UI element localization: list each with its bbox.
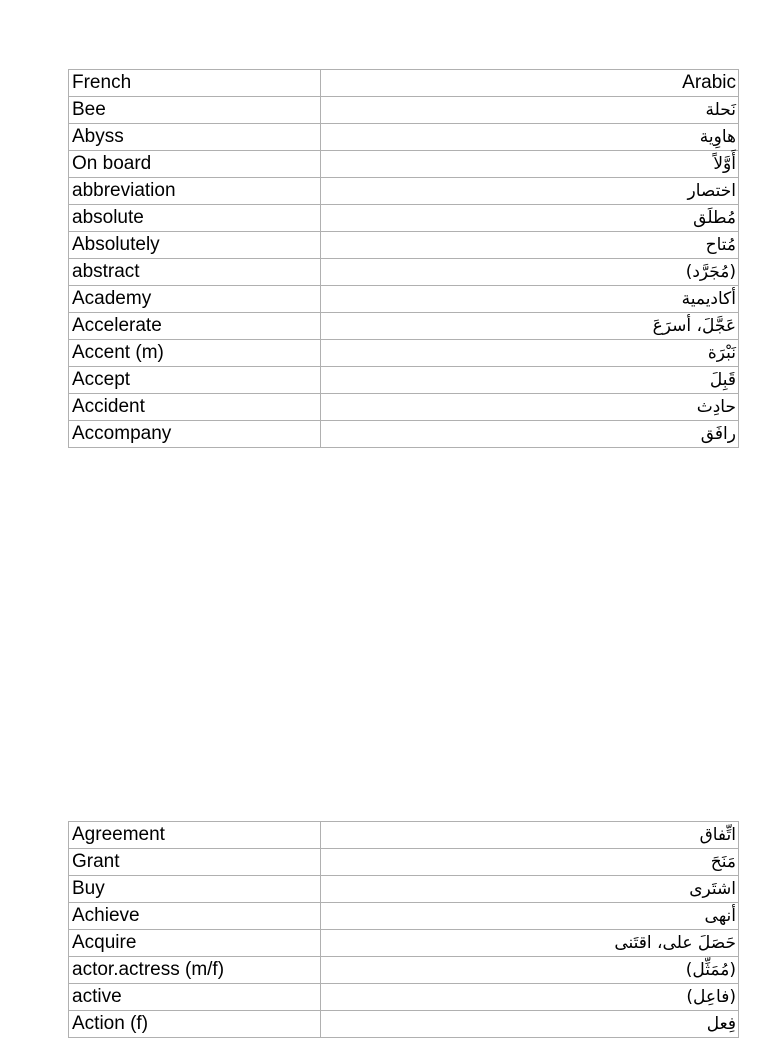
french-cell[interactable]: Abyss xyxy=(69,124,321,151)
table-row xyxy=(69,151,739,178)
arabic-cell[interactable] xyxy=(321,903,739,930)
french-cell[interactable]: Academy xyxy=(69,286,321,313)
table-row xyxy=(69,984,739,1011)
table-row xyxy=(69,822,739,849)
arabic-text: قَبِلَ xyxy=(709,370,736,390)
table-row xyxy=(69,232,739,259)
arabic-text: أكاديمية xyxy=(681,289,736,309)
arabic-text: أنهى xyxy=(704,906,736,926)
french-cell[interactable]: abbreviation xyxy=(69,178,321,205)
header-cell-french[interactable]: French xyxy=(69,70,321,97)
arabic-cell[interactable] xyxy=(321,822,739,849)
french-cell[interactable]: active xyxy=(69,984,321,1011)
table-row xyxy=(69,259,739,286)
french-cell[interactable]: Accident xyxy=(69,394,321,421)
arabic-text: (مُمَثِّل) xyxy=(685,960,736,980)
table-row xyxy=(69,205,739,232)
table-row xyxy=(69,903,739,930)
table-row xyxy=(69,124,739,151)
french-cell[interactable]: Buy xyxy=(69,876,321,903)
table-row xyxy=(69,394,739,421)
arabic-cell[interactable] xyxy=(321,421,739,448)
arabic-text: نَحلة xyxy=(705,100,736,120)
arabic-cell[interactable] xyxy=(321,97,739,124)
french-cell[interactable]: absolute xyxy=(69,205,321,232)
arabic-cell[interactable] xyxy=(321,124,739,151)
french-cell[interactable]: Accompany xyxy=(69,421,321,448)
french-cell[interactable]: abstract xyxy=(69,259,321,286)
arabic-cell[interactable] xyxy=(321,984,739,1011)
vocabulary-table-bottom xyxy=(68,821,739,1038)
french-cell[interactable]: Agreement xyxy=(69,822,321,849)
arabic-cell[interactable] xyxy=(321,313,739,340)
table-body xyxy=(69,822,739,1038)
arabic-text: اختصار xyxy=(687,181,736,201)
header-cell-arabic[interactable]: Arabic xyxy=(321,70,739,97)
french-cell[interactable]: actor.actress (m/f) xyxy=(69,957,321,984)
arabic-cell[interactable] xyxy=(321,259,739,286)
french-cell[interactable]: Accept xyxy=(69,367,321,394)
arabic-cell[interactable] xyxy=(321,849,739,876)
arabic-text: مَنَحَ xyxy=(710,852,736,872)
arabic-cell[interactable] xyxy=(321,205,739,232)
table-row xyxy=(69,367,739,394)
arabic-cell[interactable] xyxy=(321,286,739,313)
arabic-text: أَوَّلاً xyxy=(713,154,736,174)
french-cell[interactable]: Acquire xyxy=(69,930,321,957)
arabic-cell[interactable] xyxy=(321,340,739,367)
arabic-text: نَبْرَة xyxy=(707,343,736,363)
arabic-cell[interactable] xyxy=(321,957,739,984)
arabic-text: حادِث xyxy=(696,397,736,417)
french-cell[interactable]: Bee xyxy=(69,97,321,124)
arabic-text: رافَق xyxy=(700,424,736,444)
table-row xyxy=(69,1011,739,1038)
french-cell[interactable]: Accent (m) xyxy=(69,340,321,367)
table-row xyxy=(69,340,739,367)
arabic-cell[interactable] xyxy=(321,1011,739,1038)
table-header-row xyxy=(69,70,739,97)
french-cell[interactable]: Absolutely xyxy=(69,232,321,259)
arabic-text: (فاعِل) xyxy=(686,987,736,1007)
arabic-cell[interactable] xyxy=(321,151,739,178)
arabic-text: مُطلَق xyxy=(693,208,736,228)
table-row xyxy=(69,849,739,876)
table-body xyxy=(69,70,739,448)
arabic-cell[interactable] xyxy=(321,394,739,421)
vocabulary-table-top xyxy=(68,69,739,448)
french-cell[interactable]: Action (f) xyxy=(69,1011,321,1038)
arabic-cell[interactable] xyxy=(321,178,739,205)
arabic-text: فِعل xyxy=(706,1014,736,1034)
table-row xyxy=(69,313,739,340)
table-row xyxy=(69,930,739,957)
table-row xyxy=(69,876,739,903)
table-row xyxy=(69,421,739,448)
table-row xyxy=(69,178,739,205)
table-row xyxy=(69,286,739,313)
french-cell[interactable]: Achieve xyxy=(69,903,321,930)
arabic-text: اشتَرى xyxy=(689,879,736,899)
arabic-text: مُتاح xyxy=(705,235,736,255)
arabic-text: حَصَلَ على، اقتَنى xyxy=(614,933,736,953)
arabic-cell[interactable] xyxy=(321,876,739,903)
french-cell[interactable]: On board xyxy=(69,151,321,178)
table-row xyxy=(69,957,739,984)
arabic-text: اتِّفاق xyxy=(699,825,736,845)
french-cell[interactable]: Accelerate xyxy=(69,313,321,340)
arabic-text: (مُجَرَّد) xyxy=(685,262,736,282)
french-cell[interactable]: Grant xyxy=(69,849,321,876)
arabic-text: عَجَّلَ، أسرَعَ xyxy=(652,316,736,336)
arabic-cell[interactable] xyxy=(321,930,739,957)
arabic-cell[interactable] xyxy=(321,367,739,394)
arabic-cell[interactable] xyxy=(321,232,739,259)
table-row xyxy=(69,97,739,124)
arabic-text: هاوِية xyxy=(699,127,736,147)
